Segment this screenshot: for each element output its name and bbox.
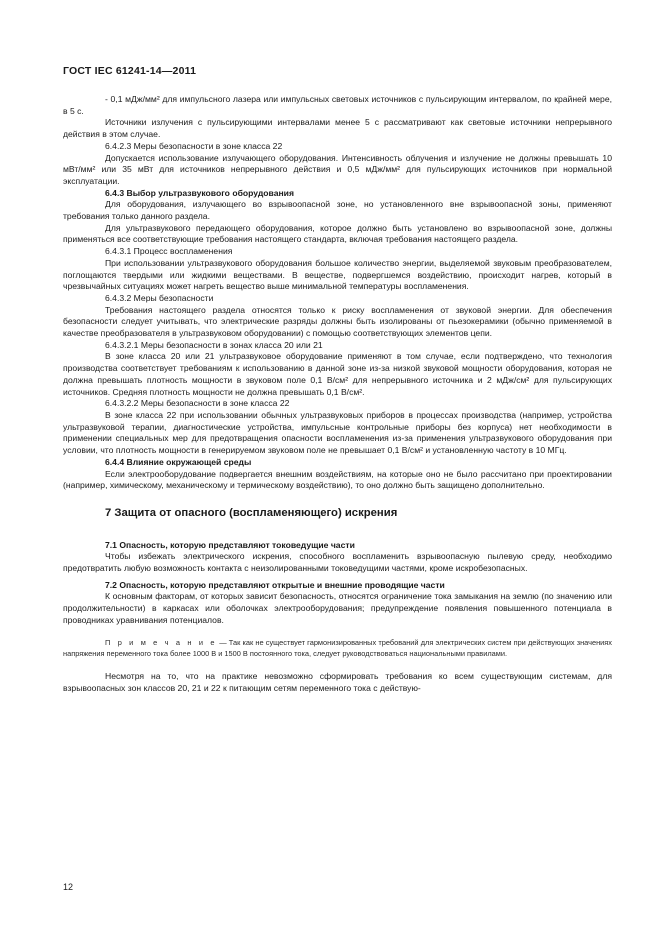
page-number: 12: [63, 882, 74, 892]
paragraph: При использовании ультразвукового оборудования большое количество энергии, выделяемой звуковым преобразователем, поглощаются твердыми или жидкими веществами. В веществе, подвергшемся воздействию, происходит нагрев, который в чрезвычайных ситуациях может нагреть вещество выше минимальной температуры воспламенения.: [63, 257, 612, 292]
subsection-heading: 6.4.3.2.1 Меры безопасности в зонах класса 20 или 21: [105, 339, 323, 350]
paragraph: Если электрооборудование подвергается внешним воздействиям, на которые оно не было рассчитано при проектировании (например, химическому, механическому и термическому воздействию), то оно должно быть защищено дополнительно.: [63, 468, 612, 491]
page-body: [63, 94, 612, 694]
paragraph: Требования настоящего раздела относятся только к риску воспламенения от звуковой энергии. Для обеспечения безопасности следует учитывать, что электрические разряды должны быть изолированы от пьезокерамики (обычно применяемой в качестве преобразователя в ультразвуковом оборудовании) с помощью соответствующих элементов цепи.: [63, 304, 612, 339]
paragraph: Несмотря на то, что на практике невозможно сформировать требования ко всем существующим системам, для взрывоопасных зон классов 20, 21 и 22 к питающим сетям переменного тока с действую-: [63, 670, 612, 693]
subsection-heading: 6.4.3 Выбор ультразвукового оборудования: [105, 187, 294, 198]
paragraph: В зоне класса 20 или 21 ультразвуковое оборудование применяют в том случае, если подтверждено, что технология производства соответствует требованиям к использованию в данной зоне из-за низкой звуковой мощности оборудования, которая не должна превышать плотность мощности в звуковом поле 0,1 В/см² для непрерывного источника и 2 мДж/см² для пульсирующих источников. Средняя плотность мощности не должна превышать 0,1 В/см².: [63, 351, 612, 397]
note-text: — Так как не существует гармонизированных требований для электрических систем при действующих значениях напряжения переменного тока более 1000 В и 1500 В постоянного тока, следует руководствоваться национальными правилами.: [63, 637, 612, 658]
section-heading: 7 Защита от опасного (воспламеняющего) искрения: [105, 506, 398, 519]
note: [63, 637, 612, 659]
paragraph: Допускается использование излучающего оборудования. Интенсивность облучения и излучение не должны превышать 10 мВт/мм² или 35 мВт для источников непрерывного действия и 0,5 мДж/мм² для пульсирующих источников при нормальной эксплуатации.: [63, 152, 612, 186]
paragraph: Для ультразвукового передающего оборудования, которое должно быть установлено во взрывоопасной зоне, должны применяться все соответствующие требования настоящего стандарта, включая требования настоящего раздела.: [63, 222, 612, 245]
paragraph: В зоне класса 22 при использовании обычных ультразвуковых приборов в процессах производства (например, устройства ультразвуковой терапии, диагностические устройства, импульсные контрольные приборы без корпуса) нет необходимости в применении специальных мер для предотвращения опасности воспламенения из-за применения ультразвукового оборудования при условии, что плотность мощности в генерируемом звуковом поле не превышает 0,1 В/см² и установленную частоту в 10 МГц.: [63, 409, 612, 456]
subsection-heading: 6.4.3.2.2 Меры безопасности в зоне класса 22: [105, 398, 290, 409]
document-header: ГОСТ IEC 61241-14—2011: [63, 65, 197, 77]
paragraph: К основным факторам, от которых зависит безопасность, относятся ограничение тока замыкания на землю (по значению или продолжительности) в каркасах или оболочках электрооборудования; предупреждение появления повышенного потенциала в проводниках уравнивания потенциалов.: [63, 591, 612, 625]
paragraph: Для оборудования, излучающего во взрывоопасной зоне, но установленного вне взрывоопасной зоны, применяют требования только данного раздела.: [63, 199, 612, 222]
paragraph: - 0,1 мДж/мм² для импульсного лазера или импульсных световых источников с пульсирующим интервалом, по крайней мере, в 5 с.: [63, 94, 612, 116]
note-label: П р и м е ч а н и е: [105, 637, 218, 647]
subsection-heading: 6.4.3.1 Процесс воспламенения: [105, 246, 233, 257]
subsection-heading: 6.4.3.2 Меры безопасности: [105, 292, 214, 303]
subsection-heading: 7.1 Опасность, которую представляют токоведущие части: [105, 539, 355, 550]
paragraph: Чтобы избежать электрического искрения, способного воспламенить взрывоопасную пылевую среду, необходимо предотвратить любую возможность контакта с неизолированными токоведущими частями, кроме искробезопасных.: [63, 551, 612, 574]
subsection-heading: 6.4.4 Влияние окружающей среды: [105, 456, 252, 467]
paragraph: Источники излучения с пульсирующими интервалами менее 5 с рассматривают как световые источники непрерывного действия в этом случае.: [63, 117, 612, 140]
subsection-heading: 7.2 Опасность, которую представляют открытые и внешние проводящие части: [105, 579, 445, 590]
subsection-heading: 6.4.2.3 Меры безопасности в зоне класса 22: [105, 140, 283, 151]
